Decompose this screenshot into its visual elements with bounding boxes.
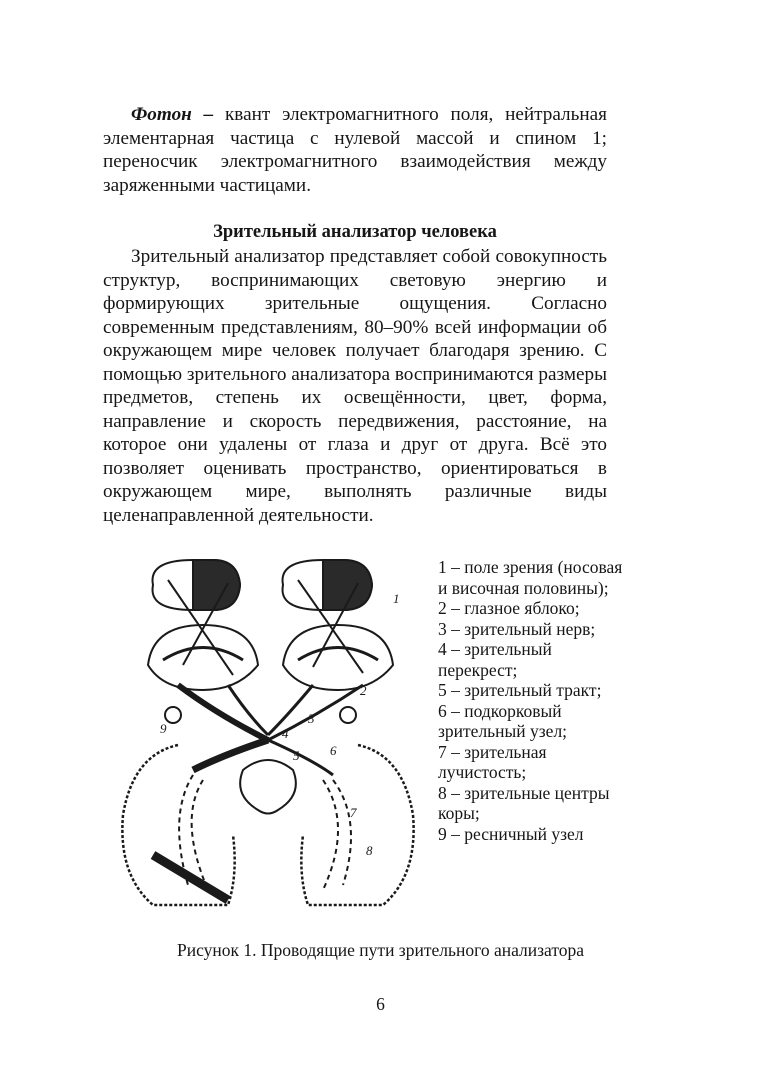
optic-nerve-left <box>178 685 268 740</box>
figure-label-5: 5 <box>293 748 300 763</box>
figure-label-8: 8 <box>366 843 373 858</box>
figure-label-7: 7 <box>350 805 357 820</box>
cortex-right <box>301 745 413 905</box>
figure-label-9: 9 <box>160 721 167 736</box>
figure-label-6: 6 <box>330 743 337 758</box>
optic-radiation-right <box>333 780 351 885</box>
legend-item: 3 – зрительный нерв; <box>438 618 596 639</box>
optic-tract-right <box>268 740 333 775</box>
legend-item: 7 – зрительная лучистость; <box>438 741 547 782</box>
brainstem <box>240 760 296 814</box>
legend-item: 1 – поле зрения (носовая и височная половины); <box>438 557 623 598</box>
visual-pathway-figure <box>118 555 418 925</box>
section-heading: Зрительный анализатор человека <box>213 222 497 242</box>
legend-item: 5 – зрительный тракт; <box>438 680 602 700</box>
definition-text: квант электромагнитного поля, нейтральная элементарная частица с нулевой массой и спином 1; переносчик электромагнитного взаимодействия между заряженными частицами. <box>103 104 607 196</box>
legend-item: 2 – глазное яблоко; <box>438 598 580 618</box>
figure-label-1: 1 <box>393 591 400 606</box>
ciliary-ganglion-right <box>340 707 356 723</box>
legend-item: 9 – ресничный узел <box>438 823 584 844</box>
legend-item: 4 – зрительный перекрест; <box>438 639 552 680</box>
figure-label-3: 3 <box>308 711 315 726</box>
legend-item: 8 – зрительные центры коры; <box>438 782 610 823</box>
definition-paragraph <box>103 103 607 197</box>
figure-label-2: 2 <box>360 683 367 698</box>
definition-term: Фотон – <box>131 104 214 125</box>
legend-item: 6 – подкорковый зрительный узел; <box>438 700 568 741</box>
page-number: 6 <box>376 994 385 1014</box>
ciliary-ganglion-left <box>165 707 181 723</box>
cortex-left <box>122 745 234 905</box>
figure-legend <box>438 557 628 844</box>
figure-caption: Рисунок 1. Проводящие пути зрительного анализатора <box>176 940 585 960</box>
section-body: Зрительный анализатор представляет собой совокупность структур, воспринимающих световую энергию и формирующих зрительные ощущения. Согласно современным представлениям, 80–90% всей информации об окружающем мире человек получает благодаря зрению. С помощью зрительного анализатора воспринимаются размеры предметов, степень их освещённости, цвет, форма, направление и скорость передвижения, расстояние, на которое они удалены от глаза и друг от друга. Всё это позволяет оценивать пространство, ориентироваться в окружающем мире, выполнять различные виды целенаправленной деятельности. <box>103 246 607 526</box>
optic-tract-left <box>193 740 268 770</box>
figure-label-4: 4 <box>282 726 289 741</box>
